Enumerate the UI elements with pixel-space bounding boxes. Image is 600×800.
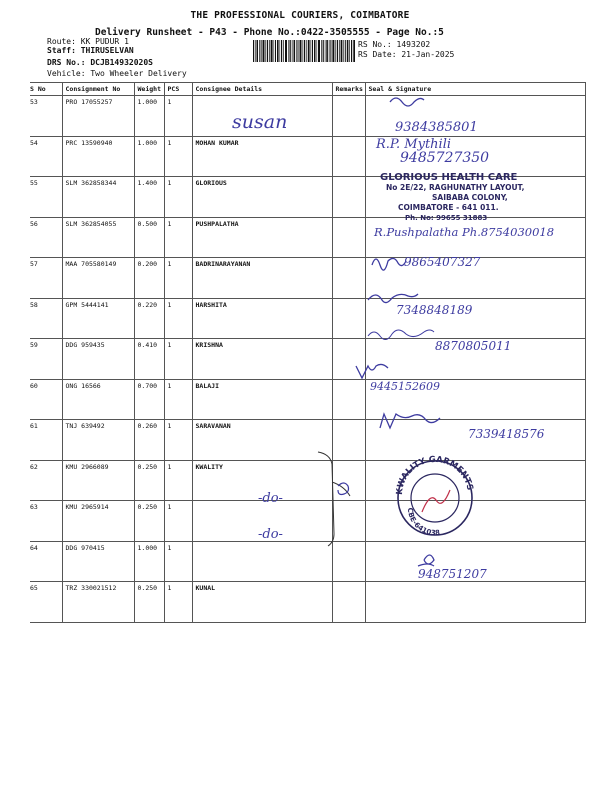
cell-weight: 1.000 [134,541,164,582]
cell-pcs: 1 [164,136,192,177]
cell-seal [365,420,585,461]
table-row [30,258,585,299]
rs-number: RS No.: 1493202 [358,40,431,49]
cell-seal [365,582,585,623]
cell-seal [365,541,585,582]
cell-weight: 1.400 [134,177,164,218]
cell-weight: 0.250 [134,501,164,542]
cell-sno: 62 [30,460,62,501]
staff: Staff: THIRUSELVAN [47,46,134,55]
runsheet-title: Delivery Runsheet - P43 - Phone No.:0422-3505555 - Page No.:5 [95,27,444,38]
cell-consignment: DDG 959435 [62,339,134,380]
cell-consignee [192,541,332,582]
cell-pcs: 1 [164,96,192,137]
cell-pcs: 1 [164,217,192,258]
cell-seal [365,298,585,339]
stamp-glorious-line1: No 2E/22, RAGHUNATHY LAYOUT, [386,183,525,192]
handwritten-name-54: R.P. Mythili [376,137,452,152]
cell-sno: 61 [30,420,62,461]
stamp-glorious-name: GLORIOUS HEALTH CARE [380,172,518,183]
cell-consignment: KMU 2965914 [62,501,134,542]
cell-remarks [332,177,365,218]
cell-pcs: 1 [164,339,192,380]
cell-seal [365,177,585,218]
cell-consignee: GLORIOUS [192,177,332,218]
cell-weight: 0.260 [134,420,164,461]
cell-seal [365,339,585,380]
cell-sno: 63 [30,501,62,542]
handwritten-phone-57: 9865407327 [404,255,481,269]
stamp-glorious-line2: SAIBABA COLONY, [432,193,508,202]
handwritten-phone-65: 948751207 [418,567,487,581]
col-header-consignee: Consignee Details [192,83,332,96]
cell-consignee: BALAJI [192,379,332,420]
col-header-pcs: PCS [164,83,192,96]
cell-seal [365,217,585,258]
cell-sno: 57 [30,258,62,299]
table-row [30,217,585,258]
route: Route: KK PUDUR 1 [47,37,129,46]
cell-consignment: TNJ 639492 [62,420,134,461]
cell-pcs: 1 [164,541,192,582]
cell-consignment: PRO 17055257 [62,96,134,137]
cell-consignment: DDG 970415 [62,541,134,582]
cell-remarks [332,258,365,299]
cell-sno: 56 [30,217,62,258]
ditto-mark-63: -do- [258,491,283,506]
cell-consignee [192,96,332,137]
cell-remarks [332,541,365,582]
cell-seal [365,258,585,299]
cell-sno: 53 [30,96,62,137]
company-name: THE PROFESSIONAL COURIERS, COIMBATORE [190,10,410,21]
cell-remarks [332,460,365,501]
table-row [30,541,585,582]
cell-weight: 0.410 [134,339,164,380]
cell-pcs: 1 [164,379,192,420]
cell-pcs: 1 [164,420,192,461]
cell-remarks [332,217,365,258]
table-row [30,501,585,542]
runsheet-table [30,82,586,623]
cell-sno: 60 [30,379,62,420]
rs-date: RS Date: 21-Jan-2025 [358,50,455,59]
cell-remarks [332,379,365,420]
col-header-weight: Weight [134,83,164,96]
cell-consignment: ONG 16566 [62,379,134,420]
cell-weight: 0.250 [134,582,164,623]
cell-sno: 55 [30,177,62,218]
cell-sno: 65 [30,582,62,623]
cell-weight: 0.250 [134,460,164,501]
handwritten-phone-60: 9445152609 [370,380,440,393]
cell-sno: 58 [30,298,62,339]
cell-consignment: TRZ 330021512 [62,582,134,623]
cell-pcs: 1 [164,501,192,542]
cell-consignment: GPM 5444141 [62,298,134,339]
cell-seal [365,136,585,177]
stamp-glorious-line4: Ph. No: 99655 31883 [405,214,488,222]
cell-consignment: PRC 13590940 [62,136,134,177]
cell-consignment: SLM 362858344 [62,177,134,218]
cell-pcs: 1 [164,177,192,218]
col-header-remarks: Remarks [332,83,365,96]
cell-weight: 1.000 [134,136,164,177]
cell-remarks [332,420,365,461]
table-row [30,298,585,339]
col-header-consignment: Consignment No [62,83,134,96]
cell-consignment: SLM 362854055 [62,217,134,258]
handwritten-name-56: R.Pushpalatha Ph.8754030018 [374,225,555,239]
cell-sno: 64 [30,541,62,582]
table-row [30,460,585,501]
cell-pcs: 1 [164,460,192,501]
cell-pcs: 1 [164,298,192,339]
cell-consignee [192,501,332,542]
cell-pcs: 1 [164,582,192,623]
cell-consignee: KWALITY [192,460,332,501]
cell-consignee: SARAVANAN [192,420,332,461]
cell-consignee: PUSHPALATHA [192,217,332,258]
cell-remarks [332,298,365,339]
handwritten-name-53: susan [232,111,288,133]
vehicle: Vehicle: Two Wheeler Delivery [47,69,187,78]
barcode [253,40,355,62]
cell-remarks [332,339,365,380]
cell-consignee: MOHAN KUMAR [192,136,332,177]
stamp-kwality-top-path: KWALITY GARMENTS [394,454,475,496]
cell-consignee: KRISHNA [192,339,332,380]
cell-consignee: HARSHITA [192,298,332,339]
cell-weight: 1.000 [134,96,164,137]
table-row [30,339,585,380]
cell-consignee: KUNAL [192,582,332,623]
cell-remarks [332,136,365,177]
cell-consignment: KMU 2966089 [62,460,134,501]
table-row [30,582,585,623]
cell-weight: 0.500 [134,217,164,258]
col-header-sno: S No [30,83,62,96]
table-row [30,136,585,177]
cell-sno: 59 [30,339,62,380]
ditto-mark-64: -do- [258,527,283,542]
stamp-glorious-line3: COIMBATORE - 641 011. [398,203,499,212]
cell-seal [365,96,585,137]
cell-consignment: MAA 705580149 [62,258,134,299]
table-row [30,420,585,461]
stamp-kwality-bottom-path: CBE-641038 [405,507,441,538]
cell-remarks [332,501,365,542]
table-row [30,177,585,218]
table-row [30,96,585,137]
handwritten-phone-53: 9384385801 [395,120,478,135]
table-row [30,379,585,420]
cell-seal [365,379,585,420]
cell-seal [365,460,585,501]
cell-weight: 0.220 [134,298,164,339]
cell-remarks [332,96,365,137]
handwritten-phone-59: 8870805011 [435,339,512,353]
cell-weight: 0.200 [134,258,164,299]
cell-weight: 0.700 [134,379,164,420]
cell-consignee: BADRINARAYANAN [192,258,332,299]
handwritten-phone-61: 7339418576 [468,427,545,441]
col-header-seal: Seal & Signature [365,83,585,96]
cell-sno: 54 [30,136,62,177]
drs-number: DRS No.: DCJB14932020S [47,58,153,67]
cell-seal [365,501,585,542]
cell-pcs: 1 [164,258,192,299]
table-header-row [30,83,585,96]
handwritten-phone-58: 7348848189 [396,303,473,317]
cell-remarks [332,582,365,623]
handwritten-phone-54: 9485727350 [400,150,490,166]
